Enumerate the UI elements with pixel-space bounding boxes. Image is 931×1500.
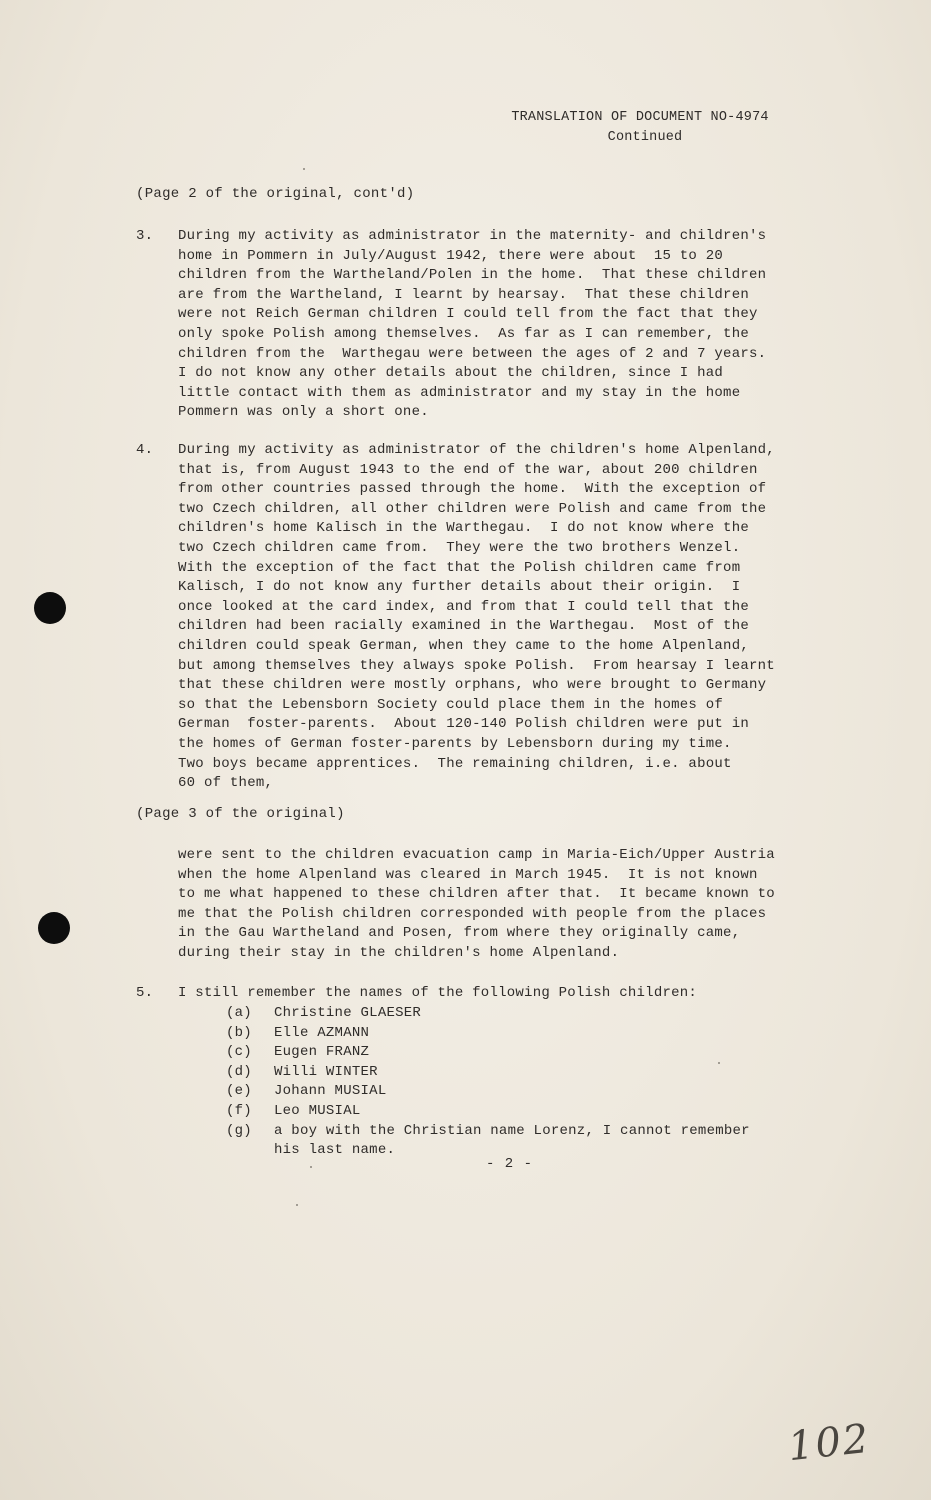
page-reference-note: (Page 2 of the original, cont'd) <box>136 186 415 202</box>
paragraph-4-continued <box>136 846 856 964</box>
document-header <box>460 108 820 148</box>
paper-speck <box>310 1166 312 1168</box>
paragraph-text: I still remember the names of the following Polish children: <box>178 985 698 1001</box>
list-item <box>226 1122 750 1161</box>
punch-hole <box>34 592 66 624</box>
list-item <box>226 1004 750 1024</box>
paragraph-text: During my activity as administrator of the children's home Alpenland, that is, from August 1943 to the end of the war, about 200 children from other countries passed through the home. With the exception of two Czech children, all other children were Polish and came from the children's home Kalisch in the Warthegau. I do not know where the two Czech children came from. They were the two brothers Wenzel. With the exception of the fact that the Polish children came from Kalisch, I do not know any further details about their origin. I once looked at the card index, and from that I could tell that the children had been racially examined in the Warthegau. Most of the children could speak German, when they came to the home Alpenland, but among themselves they always spoke Polish. From hearsay I learnt that these children were mostly orphans, who were brought to Germany so that the Lebensborn Society could place them in the homes of German foster-parents. About 120-140 Polish children were put in the homes of German foster-parents by Lebensborn during my time. Two boys became apprentices. The remaining children, i.e. about 60 of them, <box>178 442 775 792</box>
paragraph-5 <box>136 984 856 1004</box>
document-title: TRANSLATION OF DOCUMENT NO-4974 <box>511 110 769 125</box>
list-item-label: (b) <box>226 1024 252 1041</box>
paragraph-text: During my activity as administrator in the maternity- and children's home in Pommern in July/August 1942, there were about 15 to 20 children from the Wartheland/Polen in the home. That these children are from the Wartheland, I learnt by hearsay. That these children were not Reich German children I could tell from the fact that they only spoke Polish among themselves. As far as I can remember, the children from the Warthegau were between the ages of 2 and 7 years. I do not know any other details about the children, since I had little contact with them as administrator and my stay in the home Pommern was only a short one. <box>178 228 767 421</box>
list-item <box>226 1082 750 1102</box>
list-item-label: (f) <box>226 1102 252 1119</box>
page-number: - 2 - <box>486 1156 534 1172</box>
list-item-name: a boy with the Christian name Lorenz, I cannot remember his last name. <box>274 1122 750 1159</box>
list-item-name: Elle AZMANN <box>274 1024 370 1041</box>
list-item <box>226 1102 750 1122</box>
page-reference-note: (Page 3 of the original) <box>136 806 345 822</box>
list-item <box>226 1024 750 1044</box>
paper-speck <box>718 1062 720 1064</box>
paper-speck <box>303 168 305 170</box>
paragraph-4 <box>136 441 856 794</box>
handwritten-page-number: 102 <box>785 1415 873 1471</box>
paragraph-number: 5. <box>136 985 154 1001</box>
punch-hole <box>38 912 70 944</box>
paper-speck <box>296 1204 298 1206</box>
list-item-label: (a) <box>226 1005 252 1021</box>
list-item-name: Eugen FRANZ <box>274 1044 370 1061</box>
list-item-name: Willi WINTER <box>274 1063 378 1080</box>
list-item <box>226 1063 750 1083</box>
paragraph-number: 4. <box>136 442 154 458</box>
list-item-label: (c) <box>226 1044 252 1061</box>
paragraph-number: 3. <box>136 228 154 244</box>
list-item-label: (g) <box>226 1122 252 1139</box>
list-item-label: (d) <box>226 1063 252 1080</box>
list-item-name: Johann MUSIAL <box>274 1083 387 1100</box>
paragraph-text: were sent to the children evacuation camp in Maria-Eich/Upper Austria when the home Alpenland was cleared in March 1945. It is not known to me what happened to these children after that. It became known to me that the Polish children corresponded with people from the places in the Gau Wartheland and Posen, from where they originally came, during their stay in the children's home Alpenland. <box>178 847 775 961</box>
children-name-list <box>226 1004 750 1161</box>
list-item-name: Christine GLAESER <box>274 1005 422 1021</box>
list-item-name: Leo MUSIAL <box>274 1102 361 1119</box>
paragraph-3 <box>136 227 856 423</box>
list-item <box>226 1043 750 1063</box>
list-item-label: (e) <box>226 1083 252 1100</box>
document-subtitle: Continued <box>607 130 683 145</box>
